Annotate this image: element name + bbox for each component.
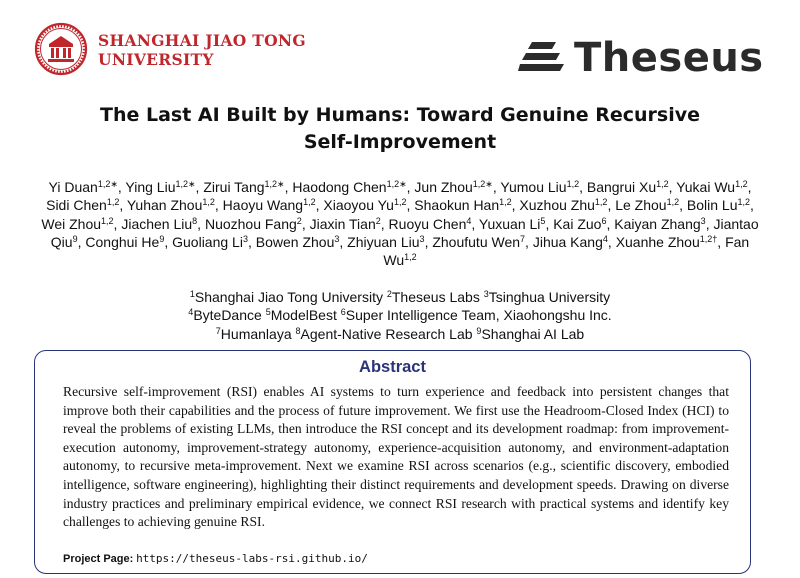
author-name bbox=[205, 216, 302, 232]
author-affiliation-marker: 1,2∗ bbox=[97, 179, 118, 189]
author-separator: , bbox=[406, 197, 415, 214]
author-name-text: Haoyu Wang bbox=[222, 197, 304, 214]
author-affiliation-marker: 1,2∗ bbox=[264, 179, 285, 189]
affiliation-marker: 8 bbox=[295, 325, 301, 336]
author-affiliation-marker: 2 bbox=[375, 215, 381, 226]
author-affiliation-marker: 3 bbox=[242, 233, 248, 244]
author-separator: , bbox=[747, 179, 752, 195]
author-name-text: Jun Zhou bbox=[414, 179, 473, 195]
author-separator: , bbox=[113, 215, 122, 232]
author-name bbox=[500, 179, 579, 195]
author-name-text: Le Zhou bbox=[615, 197, 667, 214]
author-separator: , bbox=[119, 197, 127, 214]
author-name bbox=[292, 179, 406, 195]
affiliation-marker: 2 bbox=[386, 289, 392, 299]
author-affiliation-marker: 4 bbox=[602, 233, 608, 244]
author-name-text: Jihua Kang bbox=[532, 233, 603, 250]
author-name-text: Ying Liu bbox=[125, 179, 176, 195]
university-wordmark bbox=[98, 31, 306, 69]
author-name-text: Yumou Liu bbox=[500, 179, 567, 195]
author-name-text: Yi Duan bbox=[48, 179, 98, 195]
author-name-text: Wei Zhou bbox=[41, 215, 102, 232]
author-separator: , bbox=[525, 233, 533, 250]
author-affiliation-marker: 9 bbox=[159, 233, 165, 244]
author-name bbox=[323, 197, 406, 213]
author-affiliation-marker: 1,2 bbox=[499, 197, 512, 208]
author-name-text: Jiaxin Tian bbox=[309, 215, 376, 232]
author-name-text: Zirui Tang bbox=[203, 179, 265, 195]
author-name-text: Sidi Chen bbox=[46, 197, 107, 214]
author-separator: , bbox=[197, 215, 205, 232]
author-affiliation-marker: 1,2 bbox=[106, 197, 120, 208]
author-affiliation-marker: 9 bbox=[72, 233, 78, 244]
author-name bbox=[310, 216, 381, 232]
author-name bbox=[223, 197, 316, 213]
author-affiliation-marker: 7 bbox=[520, 233, 526, 244]
affiliation-marker: 4 bbox=[188, 307, 194, 318]
abstract-body: Recursive self-improvement (RSI) enables AI systems to turn experience and feedback into persistent changes that improve both their capabilities and the process of future improvement. We first use the Headroom-Closed Index (HCI) to reveal the problems of existing LLMs, then introduce the RSI concept and its development roadmap: from improvement-execution autonomy, improvement-strategy autonomy, experience-acquisition autonomy, and environment-adaptation autonomy, to recursive meta-improvement. Next we examine RSI across scenarios (e.g., scientific discovery, embodied intelligence, software engineering), highlighting their distinct requirements and development speeds. Drawing on diverse industry practices and preliminary empirical evidence, we connect RSI research with practical systems and identify key challenges to achieving genuine RSI. bbox=[63, 384, 729, 530]
affiliation-line bbox=[0, 306, 800, 324]
author-name-text: Haodong Chen bbox=[292, 179, 387, 195]
author-separator: , bbox=[380, 215, 389, 232]
author-name bbox=[414, 179, 492, 195]
author-name-text: Bolin Lu bbox=[686, 197, 738, 214]
author-name bbox=[414, 197, 511, 213]
author-name-text: Bowen Zhou bbox=[255, 233, 335, 250]
author-name bbox=[687, 197, 750, 213]
project-page bbox=[63, 552, 368, 565]
author-name bbox=[519, 197, 607, 213]
author-name-text: Bangrui Xu bbox=[586, 179, 657, 195]
author-name-text: Jiantao Qiu bbox=[50, 215, 759, 250]
author-affiliation-marker: 1,2† bbox=[699, 233, 718, 244]
paper-title bbox=[0, 102, 800, 156]
theseus-logo bbox=[518, 35, 764, 81]
theseus-mark-icon bbox=[518, 40, 566, 76]
author-name-text: Xuzhou Zhu bbox=[519, 197, 595, 214]
author-name bbox=[125, 179, 195, 195]
author-affiliation-marker: 1,2 bbox=[404, 252, 417, 263]
author-name-text: Xiaoyou Yu bbox=[323, 197, 394, 214]
author-separator: , bbox=[339, 233, 348, 250]
author-name bbox=[553, 216, 606, 232]
affiliation-line bbox=[0, 325, 800, 343]
author-affiliation-marker: 2 bbox=[296, 215, 302, 226]
affiliation-name: Humanlaya bbox=[220, 325, 292, 342]
author-list bbox=[40, 178, 760, 269]
author-affiliation-marker: 1,2 bbox=[566, 179, 580, 189]
university-name-line2: UNIVERSITY bbox=[98, 50, 214, 69]
author-separator: , bbox=[195, 179, 204, 195]
author-affiliation-marker: 1,2 bbox=[594, 197, 608, 208]
author-affiliation-marker: 1,2 bbox=[393, 197, 407, 208]
author-name-text: Kaiyan Zhang bbox=[614, 215, 701, 232]
author-name bbox=[587, 179, 669, 195]
author-affiliation-marker: 3 bbox=[700, 215, 706, 226]
author-name bbox=[49, 179, 118, 195]
author-affiliation-marker: 3 bbox=[334, 233, 340, 244]
author-name-text: Conghui He bbox=[85, 233, 160, 250]
author-name-text: Zhoufutu Wen bbox=[432, 233, 521, 250]
author-name-text: Guoliang Li bbox=[172, 233, 243, 250]
affiliation-name: Tsinghua University bbox=[488, 289, 611, 305]
author-separator: , bbox=[284, 179, 293, 195]
project-page-label: Project Page: bbox=[63, 553, 134, 565]
author-separator: , bbox=[406, 179, 415, 195]
author-name bbox=[121, 216, 197, 232]
author-name-text: Ruoyu Chen bbox=[388, 215, 467, 232]
project-page-link[interactable]: https://theseus-labs-rsi.github.io/ bbox=[136, 552, 368, 565]
author-name-text: Shaokun Han bbox=[414, 197, 500, 214]
author-name-text: Yukai Wu bbox=[676, 179, 736, 195]
author-separator: , bbox=[471, 215, 479, 232]
author-affiliation-marker: 1,2 bbox=[735, 179, 748, 189]
author-name-text: Xuanhe Zhou bbox=[615, 233, 700, 250]
author-name-text: Zhiyuan Liu bbox=[347, 233, 420, 250]
author-separator: , bbox=[668, 179, 677, 195]
author-separator: , bbox=[705, 215, 714, 232]
author-separator: , bbox=[717, 233, 726, 250]
affiliation-line bbox=[0, 288, 800, 306]
author-name bbox=[676, 179, 747, 195]
affiliation-name: Theseus Labs bbox=[391, 289, 480, 305]
affiliation-name: Agent-Native Research Lab bbox=[300, 325, 473, 342]
paper-title-line1: The Last AI Built by Humans: Toward Genuine Recursive bbox=[99, 104, 701, 126]
author-name bbox=[615, 197, 679, 213]
author-name bbox=[203, 179, 284, 195]
author-separator: , bbox=[214, 197, 223, 214]
author-affiliation-marker: 1,2 bbox=[737, 197, 750, 208]
author-separator: , bbox=[424, 233, 433, 250]
author-affiliation-marker: 1,2∗ bbox=[386, 179, 407, 189]
abstract-heading: Abstract bbox=[359, 358, 426, 376]
author-separator: , bbox=[607, 233, 616, 250]
author-separator: , bbox=[607, 197, 616, 214]
author-name bbox=[389, 216, 472, 232]
author-name bbox=[127, 197, 215, 213]
author-name bbox=[479, 216, 546, 232]
author-separator: , bbox=[247, 233, 256, 250]
affiliation-marker: 7 bbox=[215, 325, 221, 336]
author-separator: , bbox=[606, 215, 615, 232]
author-separator: , bbox=[750, 197, 754, 214]
author-separator: , bbox=[164, 233, 173, 250]
affiliation-name: ModelBest bbox=[270, 307, 337, 324]
affiliation-marker: 5 bbox=[265, 307, 271, 318]
author-separator: , bbox=[579, 179, 587, 195]
affiliation-marker: 3 bbox=[483, 289, 489, 299]
university-name-line1: SHANGHAI JIAO TONG bbox=[98, 31, 306, 50]
author-name-text: Jiachen Liu bbox=[121, 215, 193, 232]
affiliation-marker: 9 bbox=[476, 325, 482, 336]
author-affiliation-marker: 1,2 bbox=[303, 197, 316, 208]
author-name bbox=[41, 216, 113, 232]
author-affiliation-marker: 1,2 bbox=[656, 179, 669, 189]
sjtu-seal-logo bbox=[34, 22, 88, 81]
author-name bbox=[533, 234, 608, 250]
affiliation-name: Super Intelligence Team, Xiaohongshu Inc. bbox=[345, 307, 612, 324]
author-name bbox=[616, 234, 718, 250]
author-affiliation-marker: 4 bbox=[466, 215, 472, 226]
author-separator: , bbox=[315, 197, 324, 214]
paper-title-line2: Self-Improvement bbox=[303, 131, 497, 153]
author-name bbox=[46, 197, 119, 213]
affiliation-list bbox=[0, 288, 800, 343]
author-affiliation-marker: 1,2 bbox=[666, 197, 680, 208]
author-affiliation-marker: 1,2 bbox=[101, 215, 114, 226]
author-separator: , bbox=[117, 179, 126, 195]
author-separator: , bbox=[77, 233, 86, 250]
author-separator: , bbox=[679, 197, 687, 214]
author-name-text: Fan Wu bbox=[383, 233, 750, 269]
author-name-text: Yuxuan Li bbox=[478, 215, 541, 232]
author-name-text: Nuozhou Fang bbox=[204, 215, 297, 232]
affiliation-name: Shanghai Jiao Tong University bbox=[194, 289, 383, 305]
affiliation-name: Shanghai AI Lab bbox=[481, 325, 585, 342]
author-separator: , bbox=[545, 215, 554, 232]
author-affiliation-marker: 5 bbox=[540, 215, 546, 226]
author-affiliation-marker: 1,2 bbox=[202, 197, 215, 208]
author-affiliation-marker: 3 bbox=[419, 233, 425, 244]
author-name-text: Kai Zuo bbox=[553, 215, 602, 232]
author-separator: , bbox=[511, 197, 520, 214]
affiliation-marker: 6 bbox=[340, 307, 346, 318]
author-affiliation-marker: 1,2∗ bbox=[175, 179, 196, 189]
author-name bbox=[256, 234, 340, 250]
author-affiliation-marker: 1,2∗ bbox=[472, 179, 493, 189]
author-name bbox=[347, 234, 424, 250]
author-separator: , bbox=[492, 179, 501, 195]
author-name bbox=[172, 234, 248, 250]
author-affiliation-marker: 8 bbox=[192, 215, 198, 226]
author-name bbox=[432, 234, 525, 250]
abstract-box bbox=[34, 350, 751, 574]
affiliation-name: ByteDance bbox=[193, 307, 262, 324]
author-name bbox=[614, 216, 705, 232]
theseus-wordmark: Theseus bbox=[574, 35, 764, 81]
affiliation-marker: 1 bbox=[189, 289, 195, 299]
author-separator: , bbox=[301, 215, 310, 232]
author-name-text: Yuhan Zhou bbox=[126, 197, 203, 214]
author-affiliation-marker: 6 bbox=[601, 215, 607, 226]
author-name bbox=[85, 234, 164, 250]
